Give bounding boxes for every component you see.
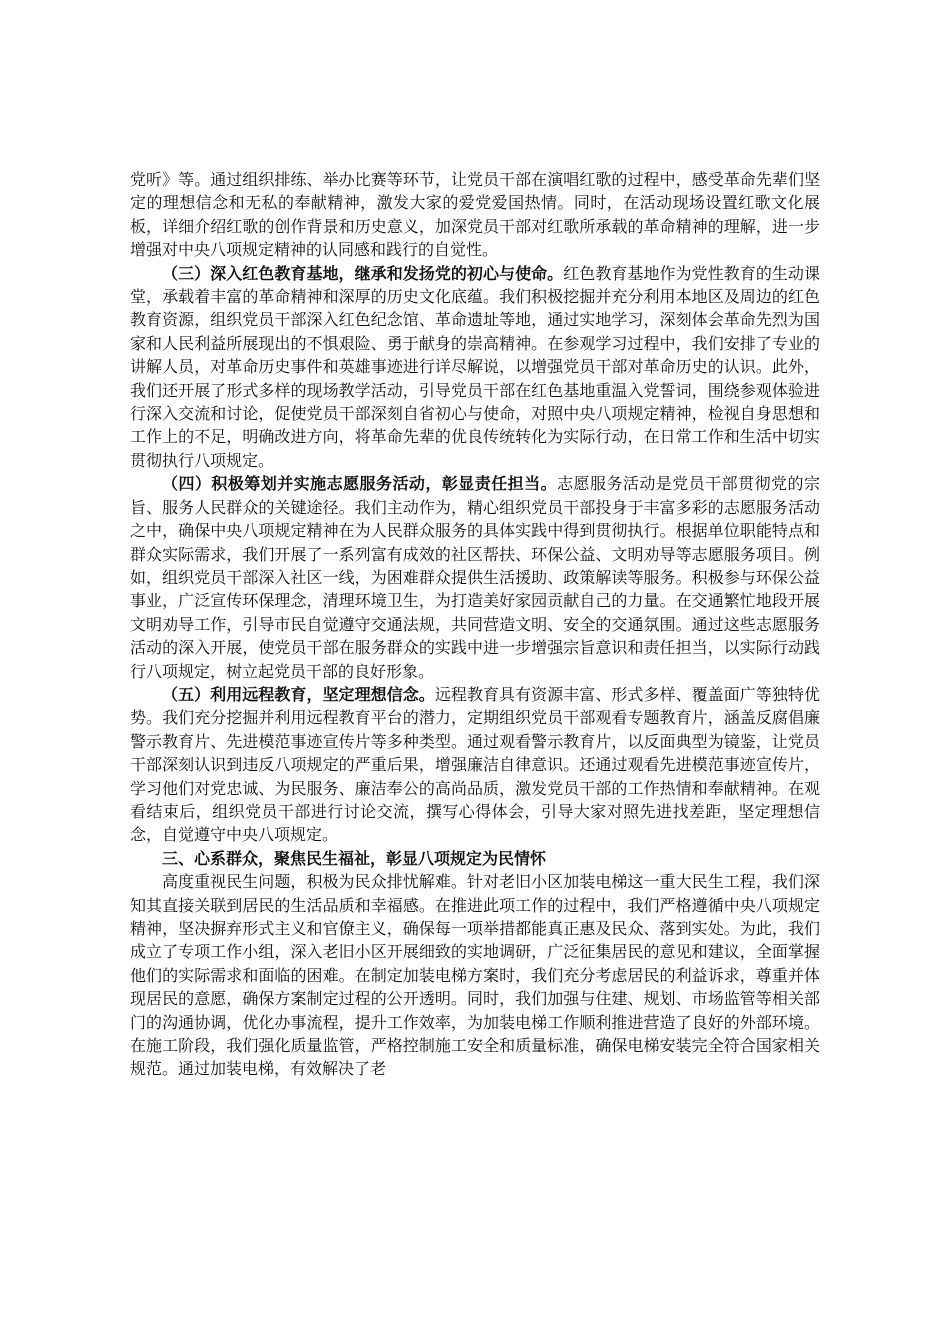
section-heading-3: 三、心系群众，聚焦民生福祉，彰显八项规定为民情怀 [162, 848, 547, 868]
paragraph-remote-education [130, 683, 820, 847]
paragraph-red-song-continuation: 党听》等。通过组织排练、举办比赛等环节，让党员干部在演唱红歌的过程中，感受革命先辈们坚定的理想信念和无私的奉献精神，激发大家的爱党爱国热情。同时，在活动现场设置红歌文化展板，详细介绍红歌的创作背景和历史意义，加深党员干部对红歌所承载的革命精神的理解，进一步增强对中央八项规定精神的认同感和践行的自觉性。 [130, 170, 820, 260]
subheading-red-education-base: （三）深入红色教育基地，继承和发扬党的初心与使命。 [162, 263, 564, 283]
paragraph-text: 红色教育基地作为党性教育的生动课堂，承载着丰富的革命精神和深厚的历史文化底蕴。我们积极挖掘并充分利用本地区及周边的红色教育资源，组织党员干部深入红色纪念馆、革命遗址等地，通过实地学习，深刻体会革命先烈为国家和人民利益所展现出的不惧艰险、勇于献身的崇高精神。在参观学习过程中，我们安排了专业的讲解人员，对革命历史事件和英雄事迹进行详尽解说，以增强党员干部对革命历史的认识。此外，我们还开展了形式多样的现场教学活动，引导党员干部在红色基地重温入党誓词，围绕参观体验进行深入交流和讨论，促使党员干部深刻自省初心与使命，对照中央八项规定精神，检视自身思想和工作上的不足，明确改进方向，将革命先辈的优良传统转化为实际行动，在日常工作和生活中切实贯彻执行八项规定。 [130, 263, 820, 470]
subheading-remote-education: （五）利用远程教育，坚定理想信念。 [162, 684, 435, 704]
paragraph-text: 远程教育具有资源丰富、形式多样、覆盖面广等独特优势。我们充分挖掘并利用远程教育平台的潜力，定期组织党员干部观看专题教育片，涵盖反腐倡廉警示教育片、先进模范事迹宣传片等多种类型。通过观看警示教育片，以反面典型为镜鉴，让党员干部深刻认识到违反八项规定的严重后果，增强廉洁自律意识。还通过观看先进模范事迹宣传片，学习他们对党忠诚、为民服务、廉洁奉公的高尚品质，激发党员干部的工作热情和奉献精神。在观看结束后，组织党员干部进行讨论交流，撰写心得体会，引导大家对照先进找差距，坚定理想信念，自觉遵守中央八项规定。 [130, 684, 820, 845]
paragraph-text: 志愿服务活动是党员干部贯彻党的宗旨、服务人民群众的关键途径。我们主动作为，精心组织党员干部投身于丰富多彩的志愿服务活动之中，确保中央八项规定精神在为人民群众服务的具体实践中得到贯彻执行。根据单位职能特点和群众实际需求，我们开展了一系列富有成效的社区帮扶、环保公益、文明劝导等志愿服务项目。例如，组织党员干部深入社区一线，为困难群众提供生活援助、政策解读等服务。积极参与环保公益事业，广泛宣传环保理念，清理环境卫生，为打造美好家园贡献自己的力量。在交通繁忙地段开展文明劝导工作，引导市民自觉遵守交通法规，共同营造文明、安全的交通氛围。通过这些志愿服务活动的深入开展，使党员干部在服务群众的实践中进一步增强宗旨意识和责任担当，以实际行动践行八项规定，树立起党员干部的良好形象。 [130, 474, 820, 681]
paragraph-elevator-project: 高度重视民生问题，积极为民众排忧解难。针对老旧小区加装电梯这一重大民生工程，我们深知其直接关联到居民的生活品质和幸福感。在推进此项工作的过程中，我们严格遵循中央八项规定精神，坚决摒弃形式主义和官僚主义，确保每一项举措都能真正惠及民众、落到实处。为此，我们成立了专项工作小组，深入老旧小区开展细致的实地调研，广泛征集居民的意见和建议，全面掌握他们的实际需求和面临的困难。在制定加装电梯方案时，我们充分考虑居民的利益诉求，尊重并体现居民的意愿，确保方案制定过程的公开透明。同时，我们加强与住建、规划、市场监管等相关部门的沟通协调，优化办事流程，提升工作效率，为加装电梯工作顺利推进营造了良好的外部环境。在施工阶段，我们强化质量监管，严格控制施工安全和质量标准，确保电梯安装完全符合国家相关规范。通过加装电梯，有效解决了老 [130, 872, 820, 1079]
document-body [130, 168, 820, 1081]
paragraph-volunteer-service [130, 472, 820, 683]
paragraph-red-education-base [130, 262, 820, 473]
subheading-volunteer-service: （四）积极筹划并实施志愿服务活动，彰显责任担当。 [162, 474, 558, 494]
